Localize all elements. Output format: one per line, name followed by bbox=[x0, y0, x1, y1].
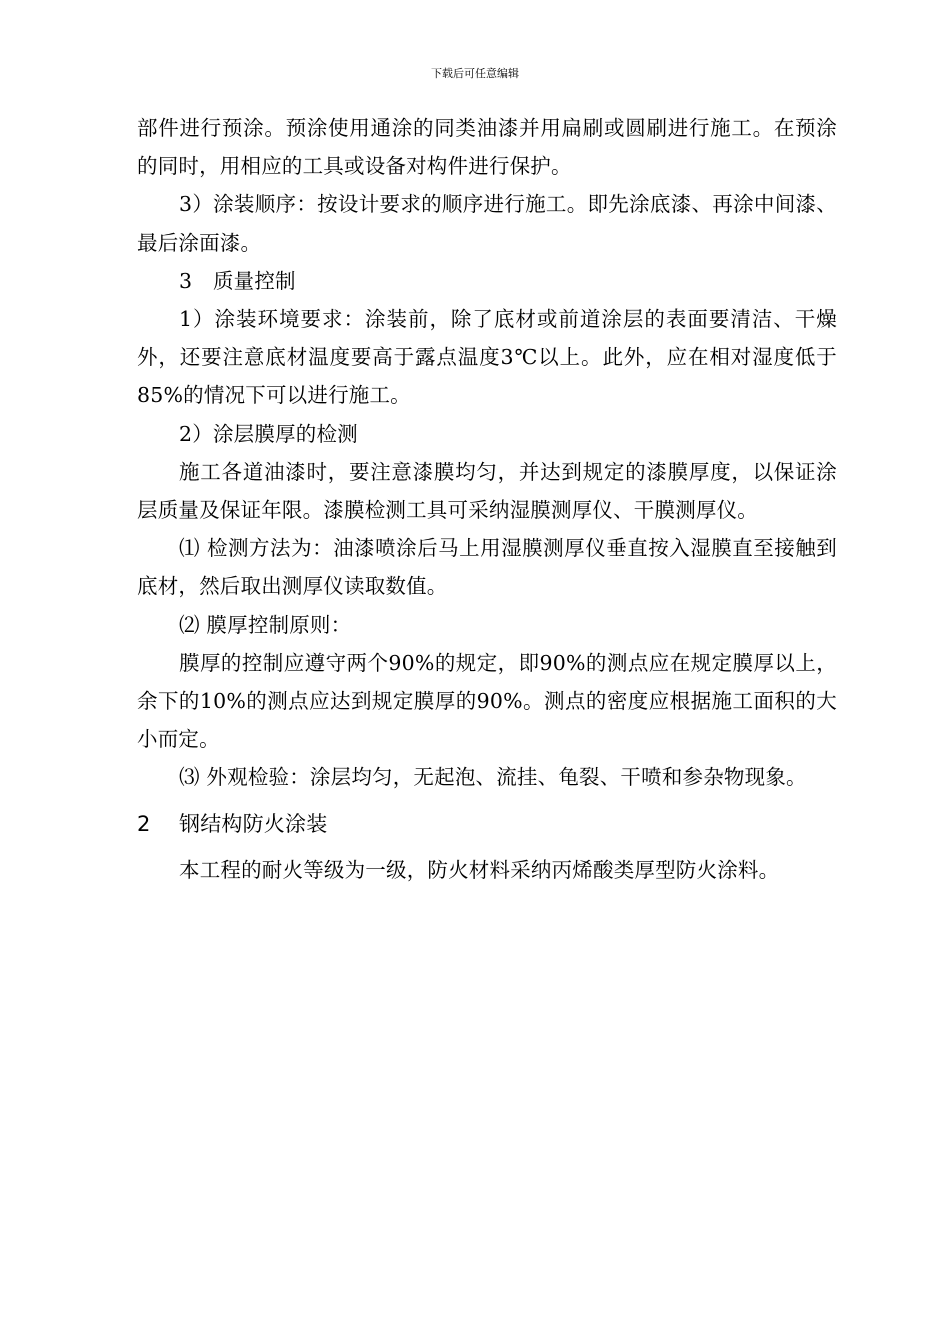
paragraph-coating-order: 3）涂装顺序：按设计要求的顺序进行施工。即先涂底漆、再涂中间漆、最后涂面漆。 bbox=[137, 192, 837, 255]
paragraph-ninety-rule: 膜厚的控制应遵守两个90%的规定，即90%的测点应在规定膜厚以上，余下的10%的测点应达到规定膜厚的90%。测点的密度应根据施工面积的大小而定。 bbox=[137, 650, 837, 752]
page-header: 下载后可任意编辑 bbox=[431, 67, 519, 80]
paragraph-thickness-principle: ⑵ 膜厚控制原则： bbox=[179, 612, 352, 637]
paragraph-pre-coating: 部件进行预涂。预涂使用通涂的同类油漆并用扁刷或圆刷进行施工。在预涂的同时，用相应的工具或设备对构件进行保护。 bbox=[137, 116, 837, 179]
heading-title: 钢结构防火涂装 bbox=[179, 811, 328, 836]
heading-number: 2 bbox=[137, 811, 151, 836]
paragraph-film-uniform: 施工各道油漆时，要注意漆膜均匀，并达到规定的漆膜厚度，以保证涂层质量及保证年限。漆膜检测工具可采纳湿膜测厚仪、干膜测厚仪。 bbox=[137, 459, 837, 523]
paragraph-environment: 1）涂装环境要求：涂装前，除了底材或前道涂层的表面要清洁、干燥外，还要注意底材温度要高于露点温度3℃以上。此外，应在相对湿度低于85%的情况下可以进行施工。 bbox=[137, 307, 837, 408]
document-body bbox=[137, 109, 837, 889]
paragraph-fire-rating: 本工程的耐火等级为一级，防火材料采纳丙烯酸类厚型防火涂料。 bbox=[179, 857, 780, 882]
paragraph-thickness-check: 2）涂层膜厚的检测 bbox=[179, 421, 358, 446]
paragraph-appearance: ⑶ 外观检验：涂层均匀，无起泡、流挂、龟裂、干喷和参杂物现象。 bbox=[179, 765, 807, 790]
paragraph-check-method: ⑴ 检测方法为：油漆喷涂后马上用湿膜测厚仪垂直按入湿膜直至接触到底材，然后取出测厚仪读取数值。 bbox=[137, 536, 837, 599]
section-quality-control: 3 质量控制 bbox=[179, 268, 296, 293]
section-heading-fireproof bbox=[137, 805, 837, 843]
